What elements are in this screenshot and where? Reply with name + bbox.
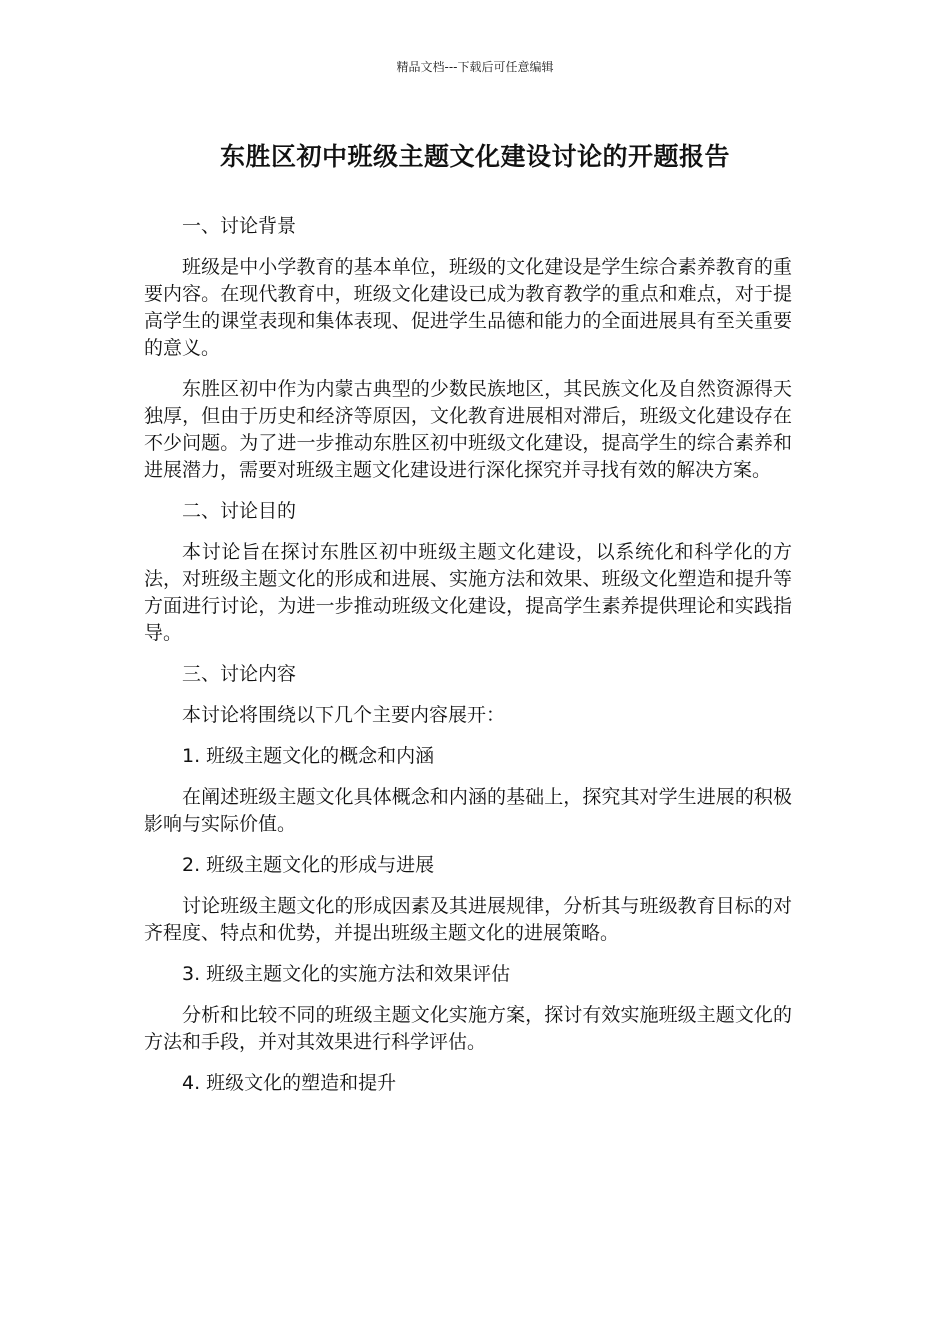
content-item-3-paragraph: 分析和比较不同的班级主题文化实施方案，探讨有效实施班级主题文化的方法和手段，并对其效果进行科学评估。 [144,1004,792,1053]
paragraph-content-intro: 本讨论将围绕以下几个主要内容展开： [182,704,506,726]
document-title: 东胜区初中班级主题文化建设讨论的开题报告 [219,142,730,171]
paragraph-background-2: 东胜区初中作为内蒙古典型的少数民族地区，其民族文化及自然资源得天独厚，但由于历史和经济等原因，文化教育进展相对滞后，班级文化建设存在不少问题。为了进一步推动东胜区初中班级文化建设，提高学生的综合素养和进展潜力，需要对班级主题文化建设进行深化探究并寻找有效的解决方案。 [144,378,792,481]
paragraph-background-1: 班级是中小学教育的基本单位，班级的文化建设是学生综合素养教育的重要内容。在现代教育中，班级文化建设已成为教育教学的重点和难点，对于提高学生的课堂表现和集体表现、促进学生品德和能力的全面进展具有至关重要的意义。 [144,256,792,359]
page-header-note: 精品文档---下载后可任意编辑 [396,60,554,74]
paragraph-purpose: 本讨论旨在探讨东胜区初中班级主题文化建设，以系统化和科学化的方法，对班级主题文化的形成和进展、实施方法和效果、班级文化塑造和提升等方面进行讨论，为进一步推动班级文化建设，提高学生素养提供理论和实践指导。 [144,541,792,644]
content-item-2-paragraph: 讨论班级主题文化的形成因素及其进展规律，分析其与班级教育目标的对齐程度、特点和优势，并提出班级主题文化的进展策略。 [144,895,792,944]
content-item-2-heading: 2. 班级主题文化的形成与进展 [182,854,435,876]
section-heading-background: 一、讨论背景 [182,215,297,237]
document-body [144,213,792,1111]
content-item-3-heading: 3. 班级主题文化的实施方法和效果评估 [182,963,511,985]
section-heading-purpose: 二、讨论目的 [182,500,297,522]
content-item-1-heading: 1. 班级主题文化的概念和内涵 [182,745,435,767]
content-item-4-heading: 4. 班级文化的塑造和提升 [182,1072,397,1094]
content-item-1-paragraph: 在阐述班级主题文化具体概念和内涵的基础上，探究其对学生进展的积极影响与实际价值。 [144,786,792,835]
section-heading-content: 三、讨论内容 [182,663,297,685]
